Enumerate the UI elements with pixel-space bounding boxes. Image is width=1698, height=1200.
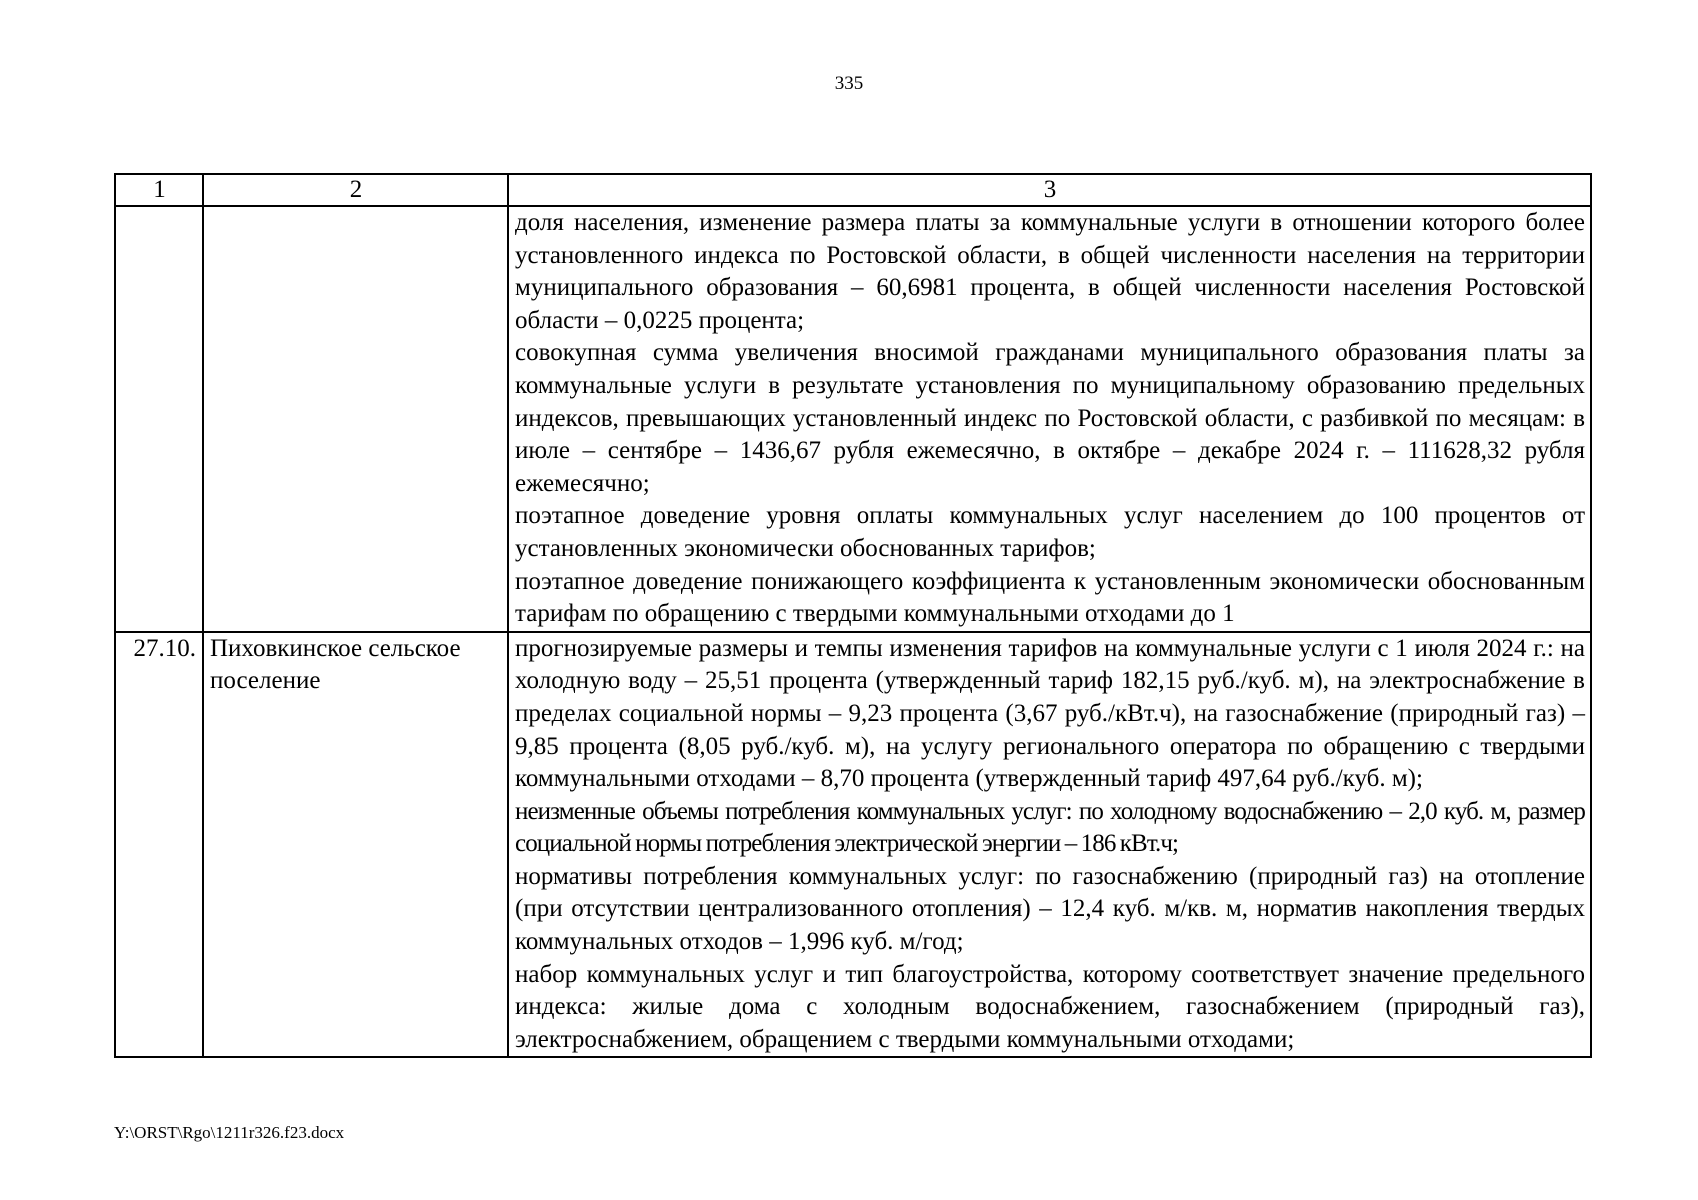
column-header-2: 2 — [203, 174, 508, 206]
paragraph: доля населения, изменение размера платы за коммунальные услуги в отношении которого более установленного индекса по Ростовской области, в общей численности населения на территории муниципального образования – 60,6981 процента, в общей численности населения Ростовской области – 0,0225 процента; — [515, 209, 1585, 334]
column-header-3: 3 — [508, 174, 1591, 206]
row-name-cell — [203, 206, 508, 632]
column-header-1: 1 — [115, 174, 203, 206]
table-row-continuation — [115, 206, 1591, 632]
row-number-cell — [115, 206, 203, 632]
document-table — [114, 173, 1592, 1058]
paragraph: поэтапное доведение уровня оплаты коммунальных услуг населением до 100 процентов от установленных экономически обоснованных тарифов; — [515, 502, 1585, 562]
paragraph: прогнозируемые размеры и темпы изменения тарифов на коммунальные услуги с 1 июля 2024 г.: на холодную воду – 25,51 процента (утвержденный тариф 182,15 руб./куб. м), на электроснабжение в пределах социальной нормы – 9,23 процента (3,67 руб./кВт.ч), на газоснабжение (природный газ) – 9,85 процента (8,05 руб./куб. м), на услугу регионального оператора по обращению с твердыми коммунальными отходами – 8,70 процента (утвержденный тариф 497,64 руб./куб. м); — [515, 634, 1585, 793]
table-row-27-10 — [115, 632, 1591, 1058]
footer-file-path: Y:\ORST\Rgo\1211r326.f23.docx — [114, 1123, 345, 1142]
row-description-cell — [508, 632, 1591, 1058]
paragraph: нормативы потребления коммунальных услуг: по газоснабжению (природный газ) на отопление (при отсутствии централизованного отопления) – 12,4 куб. м/кв. м, норматив накопления твердых коммунальных отходов – 1,996 куб. м/год; — [515, 862, 1585, 956]
row-description-cell — [508, 206, 1591, 632]
paragraph: набор коммунальных услуг и тип благоустройства, которому соответствует значение предельного индекса: жилые дома с холодным водоснабжением, газоснабжением (природный газ), электроснабжением, обращением с твердыми коммунальными отходами; — [515, 960, 1585, 1053]
table-header-row — [115, 174, 1591, 206]
row-number-cell: 27.10. — [115, 632, 203, 1058]
paragraph: поэтапное доведение понижающего коэффициента к установленным экономически обоснованным тарифам по обращению с твердыми коммунальными отходами до 1 — [515, 567, 1585, 628]
paragraph: совокупная сумма увеличения вносимой гражданами муниципального образования платы за коммунальные услуги в результате установления по муниципальному образованию предельных индексов, превышающих установленный индекс по Ростовской области, с разбивкой по месяцам: в июле – сентябре – 1436,67 рубля ежемесячно, в октябре – декабре 2024 г. – 111628,32 рубля ежемесячно; — [515, 339, 1585, 497]
paragraph: неизменные объемы потребления коммунальных услуг: по холодному водоснабжению – 2,0 куб. м, размер социальной нормы потребления электрической энергии – 186 кВт.ч; — [515, 797, 1585, 858]
page-number: 335 — [834, 73, 864, 94]
row-name-cell: Пиховкинское сельское поселение — [203, 632, 508, 1058]
